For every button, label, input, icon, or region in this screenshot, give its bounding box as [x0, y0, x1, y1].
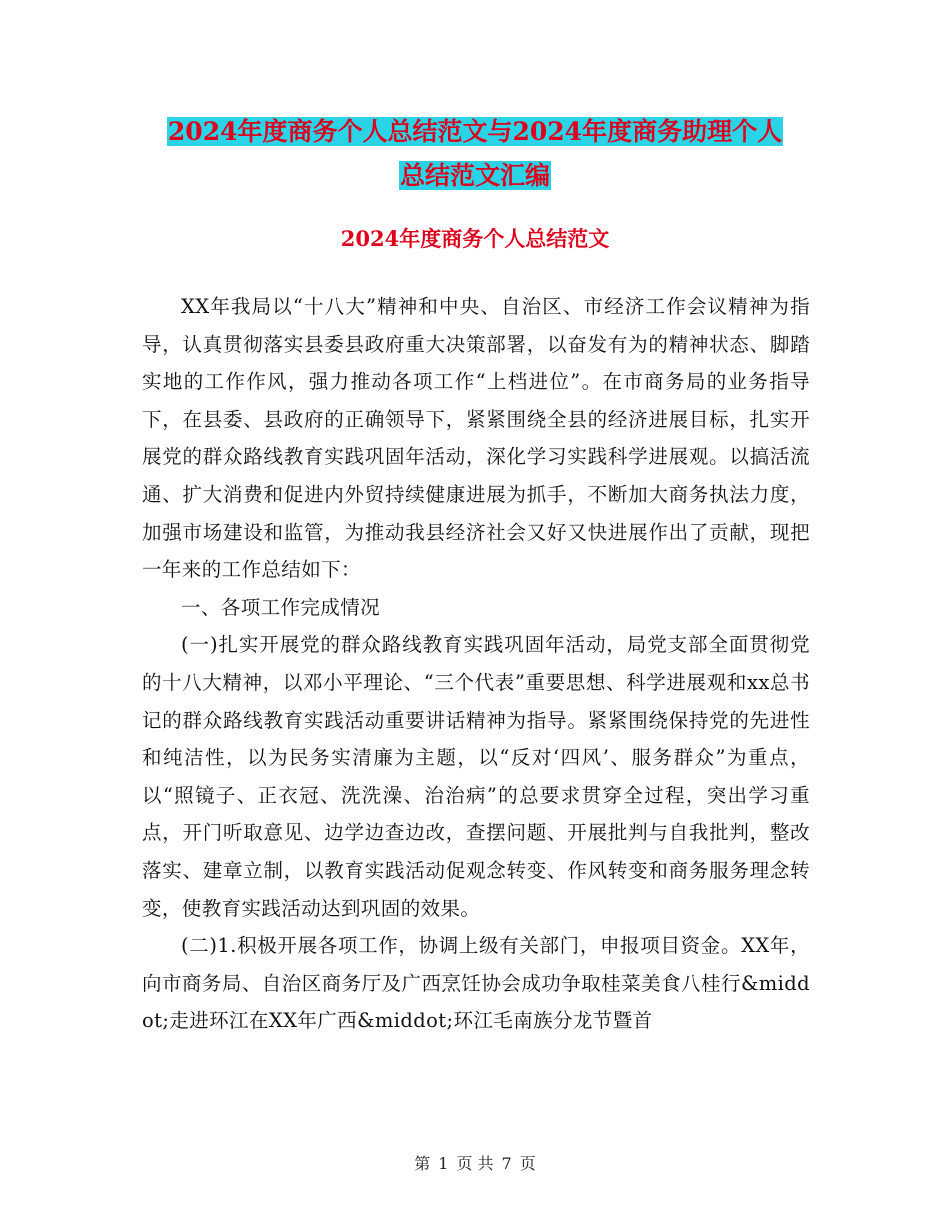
- paragraph-heading: 一、各项工作完成情况: [181, 595, 381, 619]
- paragraph-item-2: (二)1.积极开展各项工作，协调上级有关部门，申报项目资金。XX年，向市商务局、自治区商务厅及广西烹饪协会成功争取桂菜美食八桂行&middot;走进环江在XX年广西&middot;环江毛南族分龙节暨首: [142, 934, 810, 1033]
- footer-total-pages: 7: [501, 1154, 512, 1173]
- footer-mid: 页 共: [456, 1154, 494, 1173]
- footer-prefix: 第: [414, 1154, 431, 1173]
- footer-suffix: 页: [519, 1154, 536, 1173]
- document-title-highlight-1: 2024年度商务个人总结范文与2024年度商务助理个人: [167, 117, 783, 146]
- paragraph-item-1: (一)扎实开展党的群众路线教育实践巩固年活动，局党支部全面贯彻党的十八大精神，以邓小平理论、“三个代表”重要思想、科学进展观和xx总书记的群众路线教育实践活动重要讲话精神为指导。紧紧围绕保持党的先进性和纯洁性，以为民务实清廉为主题，以“反对‘四风’、服务群众”为重点，以“照镜子、正衣冠、洗洗澡、治治病”的总要求贯穿全过程，突出学习重点，开门听取意见、边学边查边改，查摆问题、开展批判与自我批判，整改落实、建章立制，以教育实践活动促观念转变、作风转变和商务服务理念转变，使教育实践活动达到巩固的效果。: [142, 633, 810, 920]
- section-title: 2024年度商务个人总结范文: [340, 226, 610, 251]
- document-title-highlight-2: 总结范文汇编: [399, 161, 550, 190]
- document-body: [142, 288, 810, 1040]
- paragraph-intro: XX年我局以“十八大”精神和中央、自治区、市经济工作会议精神为指导，认真贯彻落实县委县政府重大决策部署，以奋发有为的精神状态、脚踏实地的工作作风，强力推动各项工作“上档进位”。在市商务局的业务指导下，在县委、县政府的正确领导下，紧紧围绕全县的经济进展目标，扎实开展党的群众路线教育实践巩固年活动，深化学习实践科学进展观。以搞活流通、扩大消费和促进内外贸持续健康进展为抓手，不断加大商务执法力度，加强市场建设和监管，为推动我县经济社会又好又快进展作出了贡献，现把一年来的工作总结如下：: [142, 295, 810, 582]
- document-title-line-2: [0, 157, 950, 195]
- document-title-line-1: [0, 113, 950, 151]
- page-footer: [0, 1152, 950, 1176]
- footer-page-number: 1: [438, 1154, 449, 1173]
